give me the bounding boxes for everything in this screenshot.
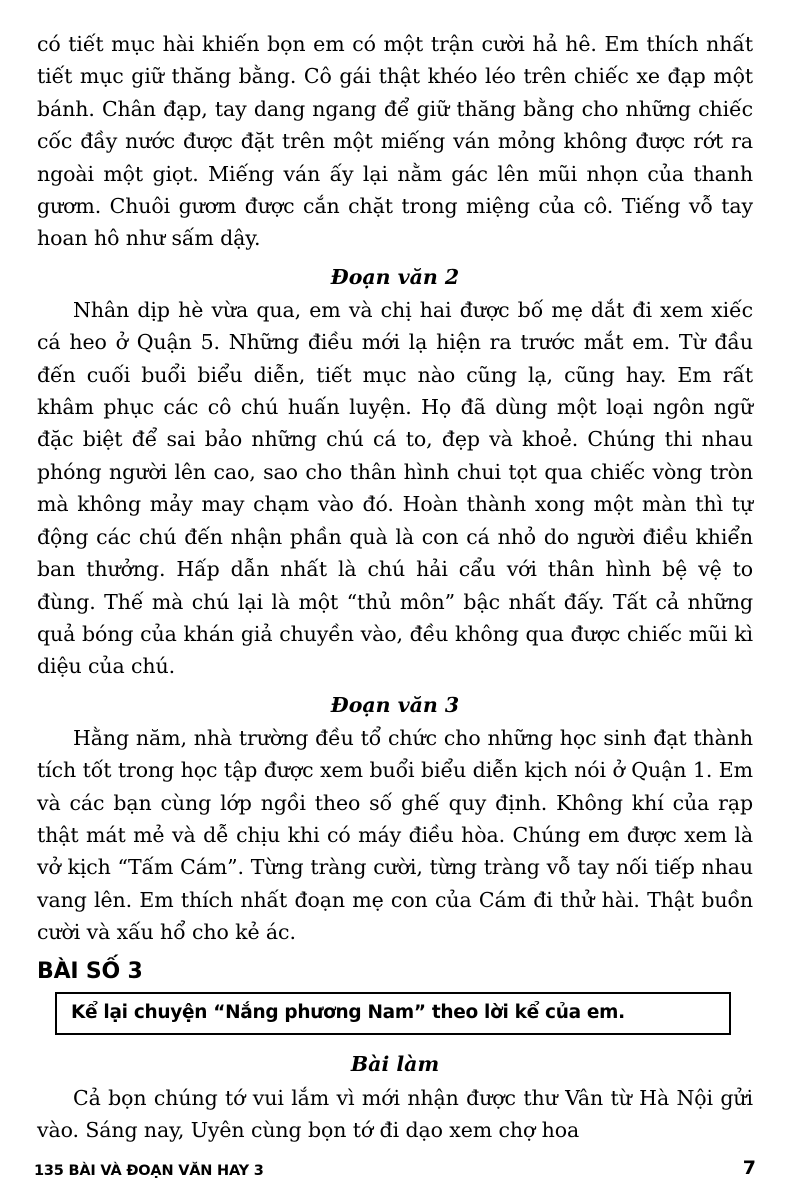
paragraph-bai-lam: Cả bọn chúng tớ vui lắm vì mới nhận được thư Vân từ Hà Nội gửi vào. Sáng nay, Uyên cùng bọn tớ đi dạo xem chợ hoa <box>37 1085 753 1142</box>
footer-book-title: 135 BÀI VÀ ĐOẠN VĂN HAY 3 <box>34 1163 264 1179</box>
paragraph-doan-van-2: Nhân dịp hè vừa qua, em và chị hai được bố mẹ dắt đi xem xiếc cá heo ở Quận 5. Những điều mới lạ hiện ra trước mắt em. Từ đầu đến cuối buổi biểu diễn, tiết mục nào cũng lạ, cũng hay. Em rất khâm phục các cô chú huấn luyện. Họ đã dùng một loại ngôn ngữ đặc biệt để sai bảo những chú cá to, đẹp và khoẻ. Chúng thi nhau phóng người lên cao, sao cho thân hình chui tọt qua chiếc vòng tròn mà không mảy may chạm vào đó. Hoàn thành xong một màn thì tự động các chú đến nhận phần quà là con cá nhỏ do người điều khiển ban thưởng. Hấp dẫn nhất là chú hải cẩu với thân hình bệ vệ to đùng. Thế mà chú lại là một “thủ môn” bậc nhất đấy. Tất cả những quả bóng của khán giả chuyền vào, đều không qua được chiếc mũi kì diệu của chú. <box>37 297 753 679</box>
bai-lam-heading: Bài làm <box>350 1051 440 1076</box>
paragraph-doan-van-3: Hằng năm, nhà trường đều tổ chức cho những học sinh đạt thành tích tốt trong học tập được xem buổi biểu diễn kịch nói ở Quận 1. Em và các bạn cùng lớp ngồi theo số ghế quy định. Không khí của rạp thật mát mẻ và dễ chịu khi có máy điều hòa. Chúng em được xem là vở kịch “Tấm Cám”. Từng tràng cười, từng tràng vỗ tay nối tiếp nhau vang lên. Em thích nhất đoạn mẹ con của Cám đi thử hài. Thật buồn cười và xấu hổ cho kẻ ác. <box>37 725 753 945</box>
page-footer <box>34 1157 756 1179</box>
paragraph-continued: có tiết mục hài khiến bọn em có một trận cười hả hê. Em thích nhất tiết mục giữ thăng bằng. Cô gái thật khéo léo trên chiếc xe đạp một bánh. Chân đạp, tay dang ngang để giữ thăng bằng cho những chiếc cốc đầy nước được đặt trên một miếng ván mỏng không được rớt ra ngoài một giọt. Miếng ván ấy lại nằm gác lên mũi nhọn của thanh gươm. Chuôi gươm được cắn chặt trong miệng của cô. Tiếng vỗ tay hoan hô như sấm dậy. <box>37 32 753 251</box>
page-content <box>37 28 753 1146</box>
page-number: 7 <box>742 1157 756 1179</box>
prompt-box: Kể lại chuyện “Nắng phương Nam” theo lời kể của em. <box>55 992 731 1035</box>
bai-so-heading: BÀI SỐ 3 <box>37 958 143 984</box>
heading-doan-van-2: Đoạn văn 2 <box>330 264 460 289</box>
heading-doan-van-3: Đoạn văn 3 <box>330 692 460 717</box>
